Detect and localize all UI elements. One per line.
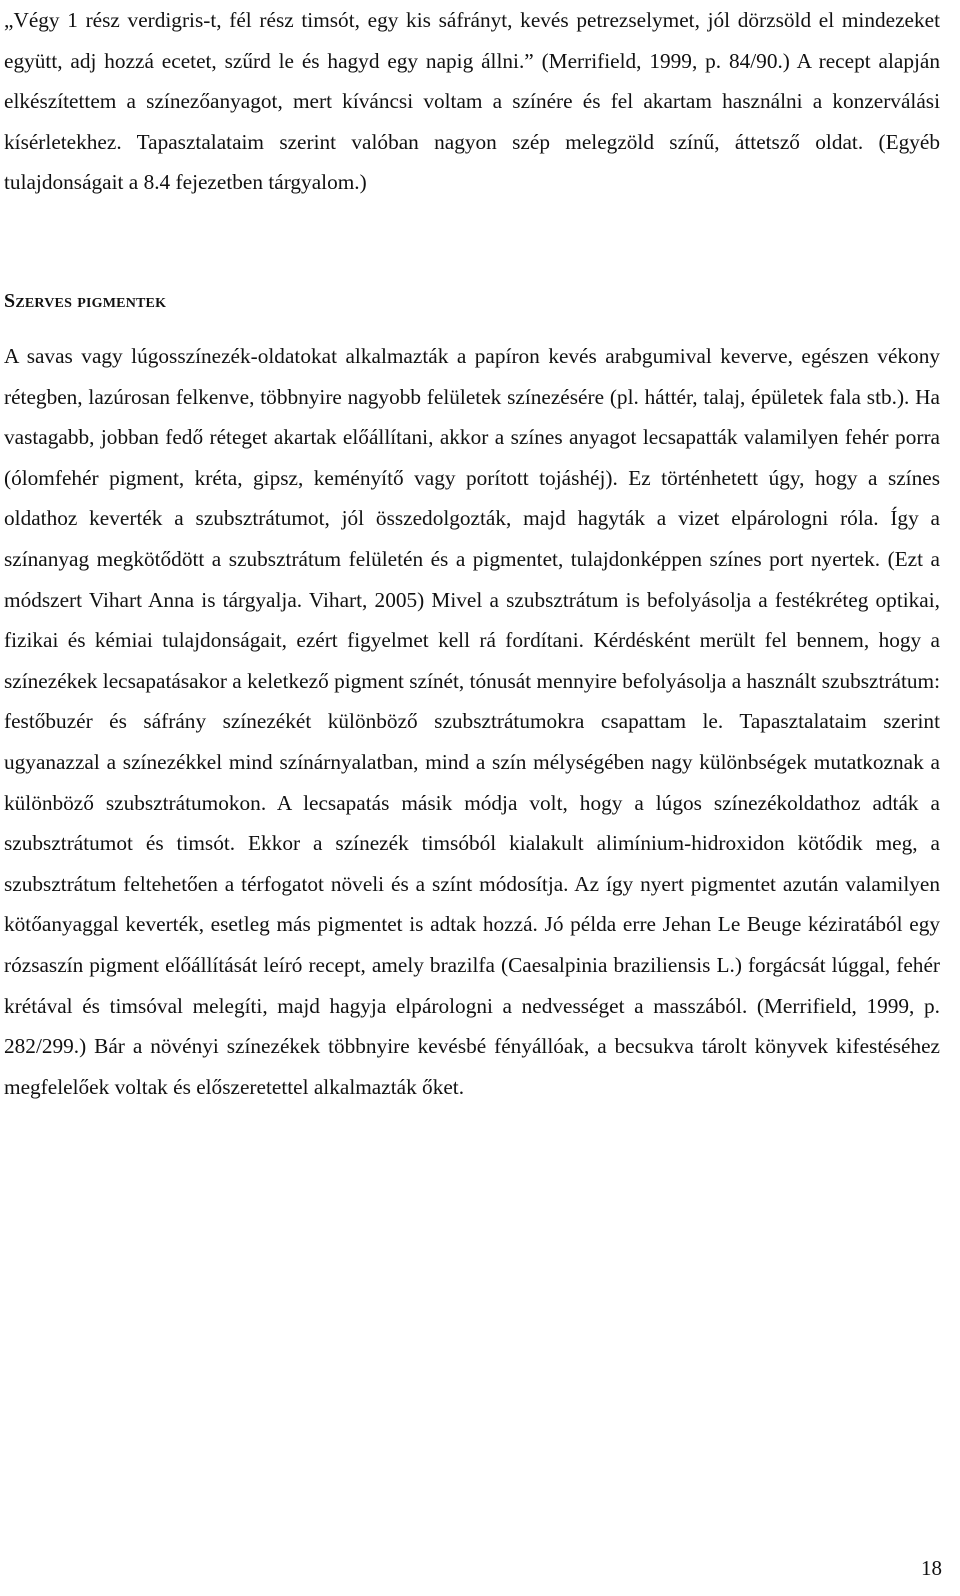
section-heading: Szerves pigmentek (4, 290, 167, 312)
paragraph-intro-recipe: „Végy 1 rész verdigris-t, fél rész timsót, egy kis sáfrányt, kevés petrezselymet, jól dörzsöld el mindezeket együtt, adj hozzá ecetet, szűrd le és hagyd egy napig állni.” (Merrifield, 1999, p. 84/90.) A recept alapján elkészítettem a színezőanyagot, mert kíváncsi voltam a színére és fel akartam használni a konzerválási kísérletekhez. Tapasztalataim szerint valóban nagyon szép melegzöld színű, áttetsző oldat. (Egyéb tulajdonságait a 8.4 fejezetben tárgyalom.) (4, 8, 940, 195)
paragraph-organic-pigments: A savas vagy lúgosszínezék-oldatokat alkalmazták a papíron kevés arabgumival keverve, egészen vékony rétegben, lazúrosan felkenve, többnyire nagyobb felületek színezésére (pl. háttér, talaj, épületek fala stb.). Ha vastagabb, jobban fedő réteget akartak előállítani, akkor a színes anyagot lecsapatták valamilyen fehér porra (ólomfehér pigment, kréta, gipsz, keményítő vagy porított tojáshéj). Ez történhetett úgy, hogy a színes oldathoz keverték a szubsztrátumot, jól összedolgozták, majd hagyták a vizet elpárologni róla. Így a színanyag megkötődött a szubsztrátum felületén és a pigmentet, tulajdonképpen színes port nyertek. (Ezt a módszert Vihart Anna is tárgyalja. Vihart, 2005) Mivel a szubsztrátum is befolyásolja a festékréteg optikai, fizikai és kémiai tulajdonságait, ezért figyelmet kell rá fordítani. Kérdésként merült fel bennem, hogy a színezékek lecsapatásakor a keletkező pigment színét, tónusát mennyire befolyásolja a használt szubsztrátum: festőbuzér és sáfrány színezékét különböző szubsztrátumokra csapattam le. Tapasztalataim szerint ugyanazzal a színezékkel mind színárnyalatban, mind a szín mélységében nagy különbségek mutatkoznak a különböző szubsztrátumokon. A lecsapatás másik módja volt, hogy a lúgos színezékoldathoz adták a szubsztrátumot és timsót. Ekkor a színezék timsóból kialakult alimínium-hidroxidon kötődik meg, a szubsztrátum feltehetően a térfogatot növeli és a színt módosítja. Az így nyert pigmentet azután valamilyen kötőanyaggal keverték, esetleg más pigmentet is adtak hozzá. Jó példa erre Jehan Le Beuge kéziratából egy rózsaszín pigment előállítását leíró recept, amely brazilfa (Caesalpinia braziliensis L.) forgácsát lúggal, fehér krétával és timsóval melegíti, majd hagyja elpárologni a nedvességet a masszából. (Merrifield, 1999, p. 282/299.) Bár a növényi színezékek többnyire kevésbé fényállóak, a becsukva tárolt könyvek kifestéséhez megfelelőek voltak és előszeretettel alkalmazták őket. (4, 344, 940, 1099)
page-number: 18 (921, 1556, 942, 1580)
